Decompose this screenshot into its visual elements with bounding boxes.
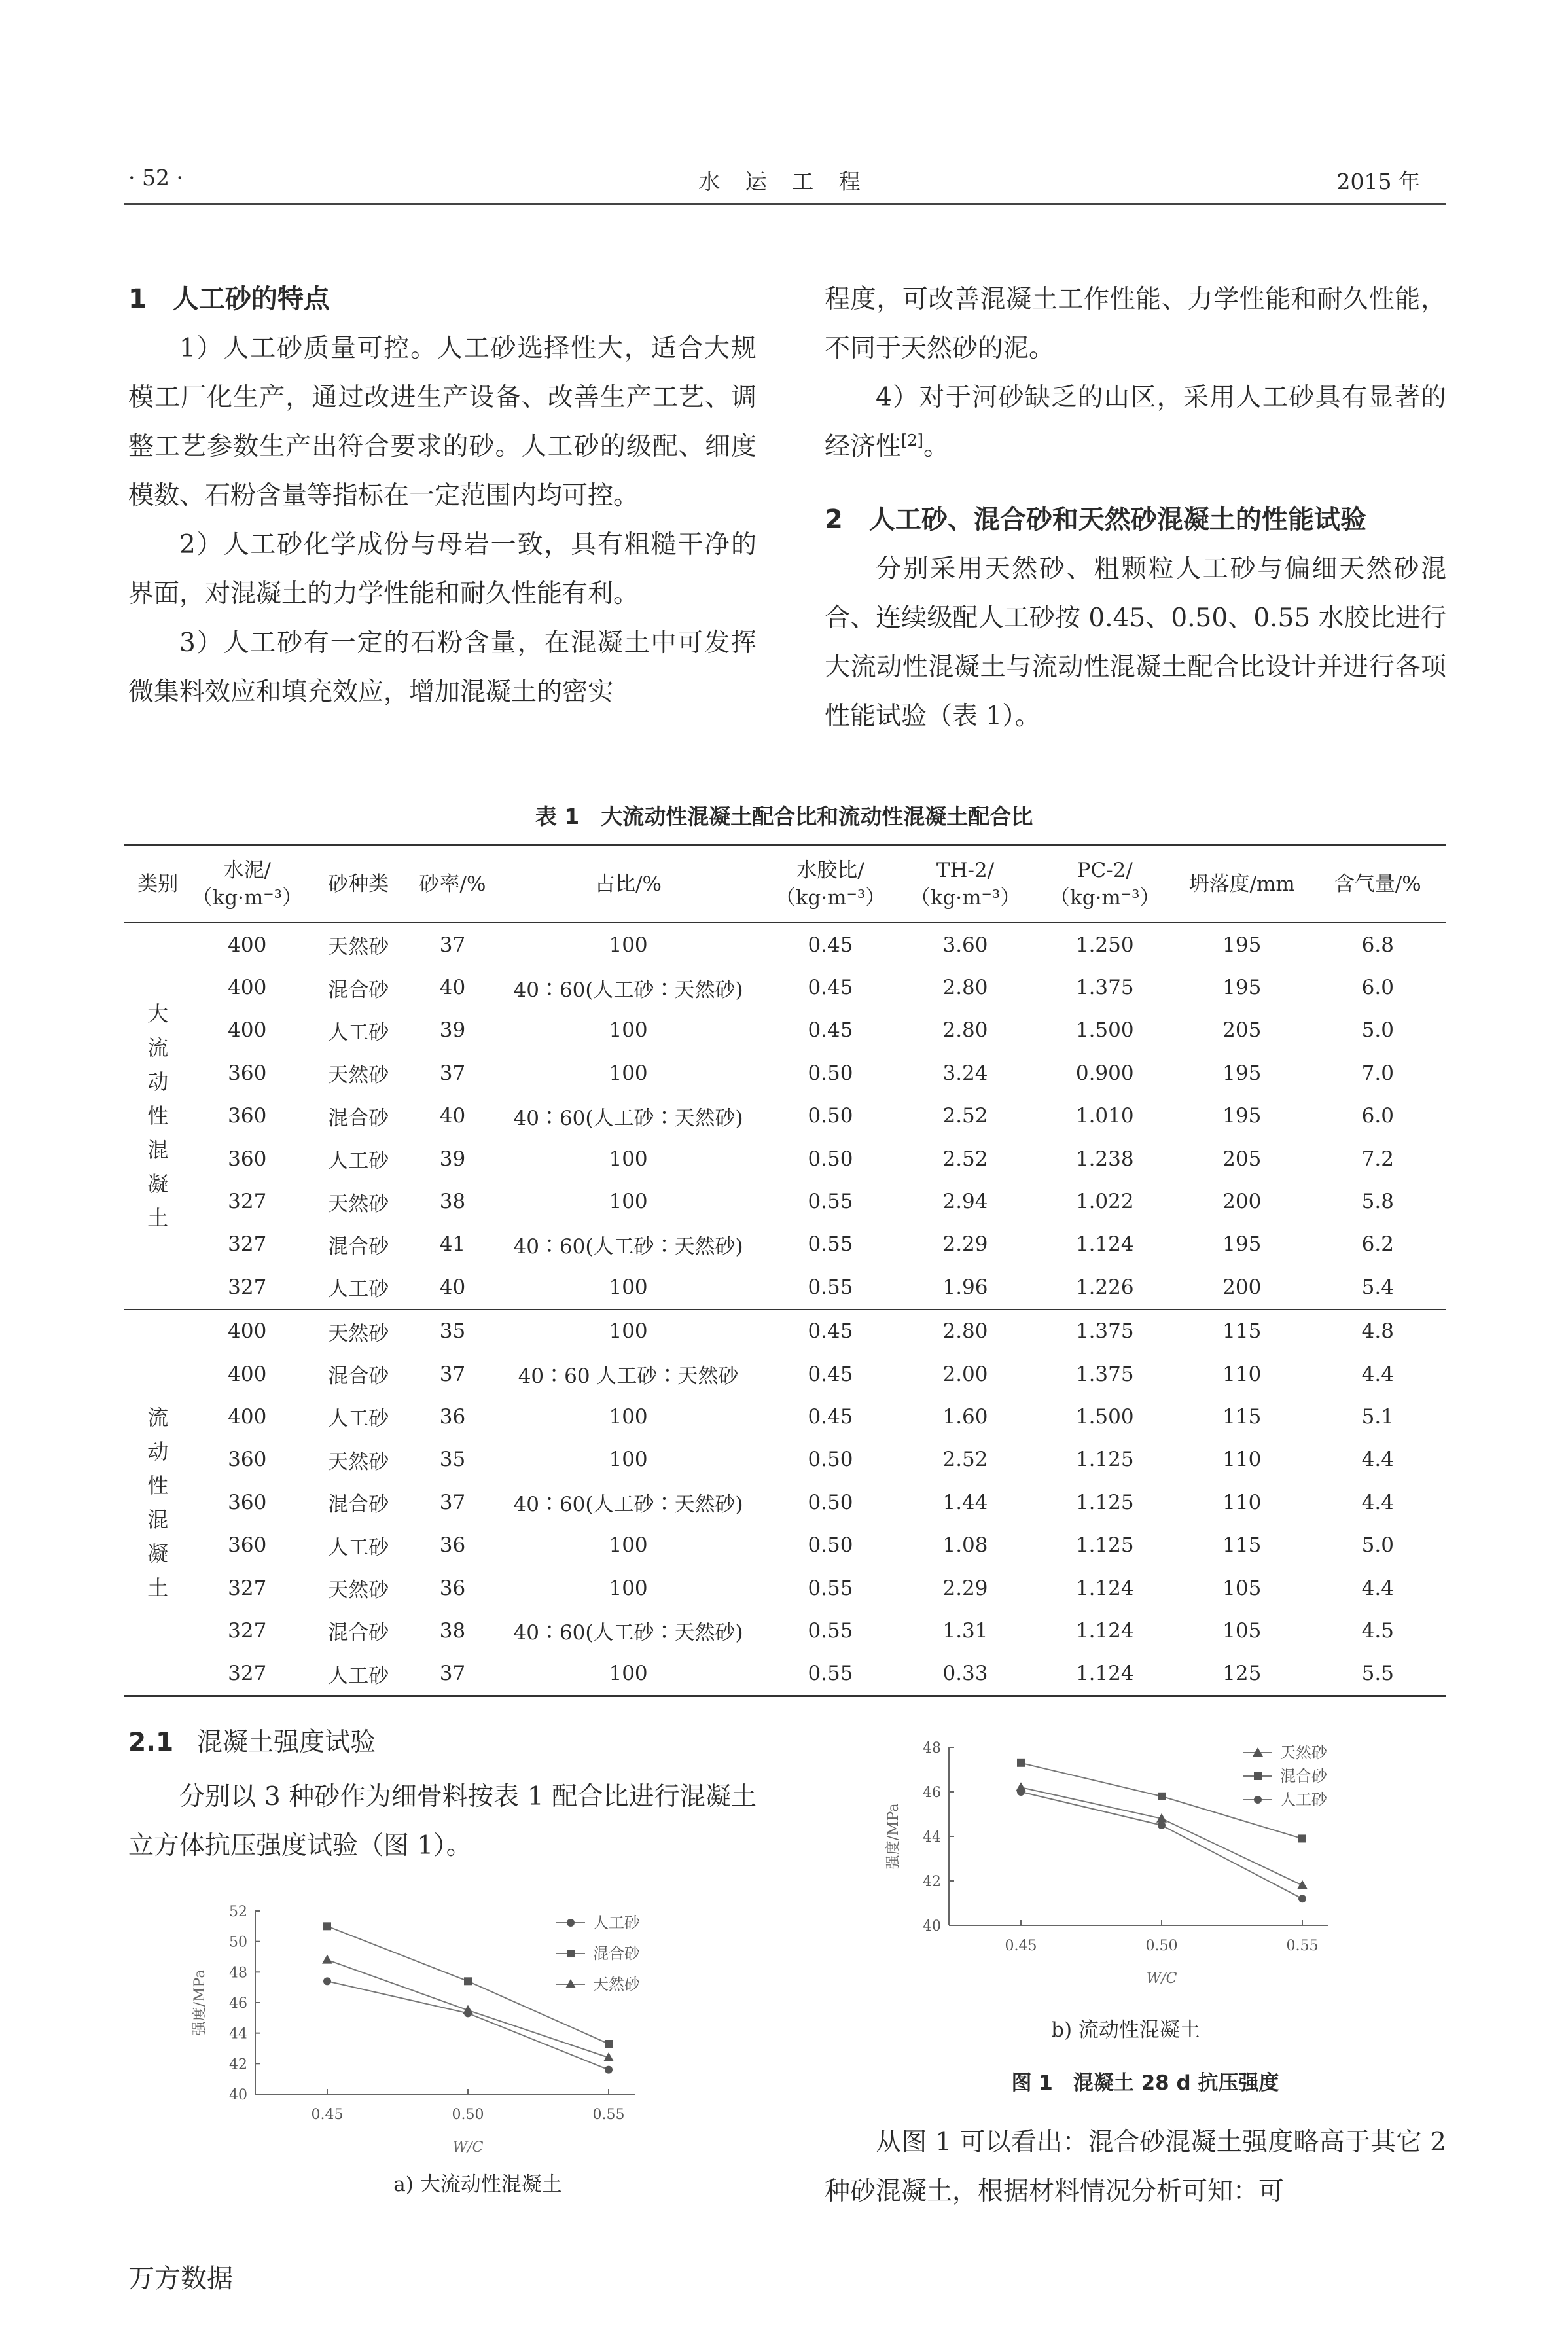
table-cell: 0.55 xyxy=(766,1652,896,1696)
table-cell: 混合砂 xyxy=(328,1106,389,1130)
table-cell: 40∶60(人工砂∶天然砂) xyxy=(513,1106,743,1130)
paragraph: 2）人工砂化学成份与母岩一致，具有粗糙干净的界面，对混凝土的力学性能和耐久性能有利。 xyxy=(128,530,757,609)
legend-marker xyxy=(1254,1796,1262,1804)
table-cell: 360 xyxy=(228,1490,267,1514)
col-header: TH-2/ （kg·m⁻³） xyxy=(895,846,1035,923)
paragraph: 程度，可改善混凝土工作性能、力学性能和耐久性能，不同于天然砂的泥。 xyxy=(825,285,1446,363)
chart-a-caption: a) 大流动性混凝土 xyxy=(393,2173,562,2196)
data-point xyxy=(605,2066,613,2074)
table-cell: 5.5 xyxy=(1310,1652,1446,1696)
x-tick-label: 0.55 xyxy=(1286,1938,1319,1954)
table-cell: 327 xyxy=(191,1652,303,1696)
paragraph: 分别采用天然砂、粗颗粒人工砂与偏细天然砂混合、连续级配人工砂按 0.45、0.50、0.55 水胶比进行大流动性混凝土与流动性混凝土配合比设计并进行各项性能试验（表 1）。 xyxy=(825,554,1446,731)
table-cell: 5.8 xyxy=(1361,1190,1394,1214)
table-cell: 1.125 xyxy=(1075,1490,1134,1514)
table-cell: 327 xyxy=(228,1576,267,1600)
table-cell: 100 xyxy=(609,1147,648,1171)
legend-label: 天然砂 xyxy=(593,1975,640,1993)
table-cell: 天然砂 xyxy=(328,935,389,959)
data-point xyxy=(1298,1895,1306,1902)
table-cell: 7.0 xyxy=(1361,1061,1394,1085)
col-header: 砂种类 xyxy=(303,846,414,923)
y-tick-label: 52 xyxy=(229,1904,247,1920)
right-column-upper xyxy=(825,275,1446,741)
section-2-1-heading: 2.1 混凝土强度试验 xyxy=(128,1728,376,1757)
data-point xyxy=(464,1977,472,1985)
table-cell: 2.80 xyxy=(942,976,988,1000)
x-tick-label: 0.50 xyxy=(452,2107,484,2123)
table-cell: 1.08 xyxy=(942,1533,988,1558)
table-cell: 100 xyxy=(609,1190,648,1214)
table-cell: 2.80 xyxy=(942,1018,988,1043)
table-cell: 125 xyxy=(1175,1652,1310,1696)
table-cell: 天然砂 xyxy=(328,1192,389,1216)
table-cell: 400 xyxy=(228,1018,267,1043)
y-tick-label: 44 xyxy=(229,2025,247,2043)
paragraph: 分别以 3 种砂作为细骨料按表 1 配合比进行混凝土立方体抗压强度试验（图 1）。 xyxy=(128,1782,757,1861)
table-cell: 1.375 xyxy=(1075,1362,1134,1386)
paragraph: 1）人工砂质量可控。人工砂选择性大，适合大规模工厂化生产，通过改进生产设备、改善生产工艺、调整工艺参数生产出符合要求的砂。人工砂的级配、细度模数、石粉含量等指标在一定范围内均可控。 xyxy=(128,334,757,510)
table-cell: 2.52 xyxy=(942,1448,988,1472)
table-cell: 200 xyxy=(1222,1190,1262,1214)
x-tick-label: 0.45 xyxy=(1005,1938,1037,1954)
table-cell: 105 xyxy=(1222,1618,1262,1643)
table-cell: 100 xyxy=(609,1061,648,1085)
data-point xyxy=(323,1922,331,1930)
table-cell: 0.45 xyxy=(808,933,853,957)
right-column-lower xyxy=(825,2118,1446,2216)
table-cell: 100 xyxy=(609,1404,648,1429)
table-cell: 1.124 xyxy=(1075,1232,1134,1257)
table-cell: 360 xyxy=(228,1147,267,1171)
table-row xyxy=(124,1137,1446,1180)
table-cell: 35 xyxy=(439,1448,466,1472)
header-rule xyxy=(124,203,1446,205)
table-cell: 4.5 xyxy=(1361,1618,1394,1643)
table-cell: 40 xyxy=(414,1266,491,1309)
table-row xyxy=(124,1609,1446,1652)
table-cell: 40∶60(人工砂∶天然砂) xyxy=(513,1621,743,1645)
table-cell: 40∶60(人工砂∶天然砂) xyxy=(513,978,743,1002)
col-header: 坍落度/mm xyxy=(1175,846,1310,923)
table-cell: 混合砂 xyxy=(328,1493,389,1517)
table-row xyxy=(124,1095,1446,1137)
legend-marker xyxy=(567,1950,575,1957)
table-cell: 40∶60(人工砂∶天然砂) xyxy=(513,1493,743,1517)
table-cell: 0.50 xyxy=(808,1104,853,1128)
table-caption: 表 1 大流动性混凝土配合比和流动性混凝土配合比 xyxy=(535,804,1033,829)
table-cell: 1.226 xyxy=(1035,1266,1175,1309)
table-cell: 327 xyxy=(191,1266,303,1309)
table-cell: 5.4 xyxy=(1310,1266,1446,1309)
table-cell: 0.45 xyxy=(808,1319,853,1344)
table-cell: 0.50 xyxy=(808,1533,853,1558)
table-cell: 100 xyxy=(491,1266,766,1309)
x-tick-label: 0.50 xyxy=(1145,1938,1178,1954)
col-header: 水泥/ （kg·m⁻³） xyxy=(191,846,303,923)
table-cell: 0.55 xyxy=(808,1618,853,1643)
table-cell: 40 xyxy=(439,976,466,1000)
table-cell: 100 xyxy=(609,1576,648,1600)
chart-b xyxy=(877,1734,1400,1996)
table-cell: 1.125 xyxy=(1075,1533,1134,1558)
legend-marker xyxy=(1254,1772,1262,1780)
table-cell: 2.52 xyxy=(942,1147,988,1171)
table-cell: 195 xyxy=(1222,1061,1262,1085)
table-cell: 1.238 xyxy=(1075,1147,1134,1171)
table-cell: 327 xyxy=(228,1618,267,1643)
table-cell: 115 xyxy=(1222,1319,1262,1344)
table-cell: 混合砂 xyxy=(328,1234,389,1258)
page-number: · 52 · xyxy=(128,165,183,190)
data-point xyxy=(1017,1788,1025,1796)
table-cell: 1.375 xyxy=(1075,976,1134,1000)
table-row xyxy=(124,1266,1446,1309)
paragraph: 从图 1 可以看出：混合砂混凝土强度略高于其它 2 种砂混凝土，根据材料情况分析可知：可 xyxy=(825,2128,1446,2206)
data-point xyxy=(1297,1880,1308,1889)
x-axis-label: W/C xyxy=(1146,1971,1177,1987)
table-cell: 人工砂 xyxy=(328,1149,389,1173)
table-cell: 0.55 xyxy=(808,1190,853,1214)
table-cell: 2.52 xyxy=(942,1104,988,1128)
table-cell: 36 xyxy=(439,1576,466,1600)
table-cell: 37 xyxy=(439,1490,466,1514)
table-cell: 1.96 xyxy=(895,1266,1035,1309)
table-cell: 100 xyxy=(609,1319,648,1344)
table-cell: 5.1 xyxy=(1361,1404,1394,1429)
table-cell: 200 xyxy=(1175,1266,1310,1309)
table-row xyxy=(124,1310,1446,1353)
table-cell: 6.0 xyxy=(1361,1104,1394,1128)
legend-marker xyxy=(567,1919,575,1927)
y-tick-label: 44 xyxy=(923,1829,941,1846)
paragraph-text: 4）对于河砂缺乏的山区，采用人工砂具有显著的经济性 xyxy=(825,383,1446,461)
table-cell: 0.33 xyxy=(895,1652,1035,1696)
table-cell: 36 xyxy=(439,1404,466,1429)
legend-label: 混合砂 xyxy=(593,1944,640,1963)
table-cell: 37 xyxy=(439,933,466,957)
x-tick-label: 0.55 xyxy=(592,2107,625,2123)
col-header: PC-2/ （kg·m⁻³） xyxy=(1035,846,1175,923)
y-tick-label: 50 xyxy=(229,1934,247,1951)
table-cell: 1.500 xyxy=(1075,1404,1134,1429)
table-cell: 6.2 xyxy=(1361,1232,1394,1257)
table-cell: 400 xyxy=(228,1404,267,1429)
table-cell: 0.50 xyxy=(808,1147,853,1171)
table-cell: 混合砂 xyxy=(328,1365,389,1389)
table-header-row xyxy=(124,846,1446,923)
table-cell: 0.50 xyxy=(808,1448,853,1472)
table-cell: 天然砂 xyxy=(328,1063,389,1088)
table-cell: 4.4 xyxy=(1361,1490,1394,1514)
table-cell: 1.010 xyxy=(1075,1104,1134,1128)
table-cell: 39 xyxy=(439,1018,466,1043)
legend-label: 人工砂 xyxy=(593,1914,640,1932)
table-row xyxy=(124,1524,1446,1566)
table-row xyxy=(124,1223,1446,1266)
table-cell: 0.50 xyxy=(808,1061,853,1085)
y-axis-label: 强度/MPa xyxy=(192,1969,208,2036)
table-cell: 100 xyxy=(609,1448,648,1472)
table-cell: 0.55 xyxy=(808,1232,853,1257)
table-cell: 人工砂 xyxy=(303,1652,414,1696)
table-cell: 1.500 xyxy=(1075,1018,1134,1043)
journal-year: 2015 年 xyxy=(1336,169,1420,194)
data-point xyxy=(605,2040,613,2048)
y-tick-label: 40 xyxy=(923,1918,941,1935)
paragraph: 3）人工砂有一定的石粉含量，在混凝土中可发挥微集料效应和填充效应，增加混凝土的密实 xyxy=(128,628,757,707)
y-tick-label: 42 xyxy=(923,1874,941,1890)
table-cell: 400 xyxy=(228,933,267,957)
table-cell: 115 xyxy=(1222,1533,1262,1558)
table-cell: 1.124 xyxy=(1075,1618,1134,1643)
table-row xyxy=(124,1438,1446,1481)
table-row xyxy=(124,1567,1446,1609)
table-cell: 6.0 xyxy=(1361,976,1394,1000)
table-cell: 110 xyxy=(1222,1448,1262,1472)
table-cell: 4.4 xyxy=(1361,1362,1394,1386)
table-row xyxy=(124,1395,1446,1438)
table-cell: 1.44 xyxy=(942,1490,988,1514)
table-cell: 天然砂 xyxy=(328,1579,389,1603)
y-tick-label: 48 xyxy=(229,1965,247,1982)
data-point xyxy=(1017,1759,1025,1767)
table-cell: 400 xyxy=(228,1362,267,1386)
table-cell: 0.45 xyxy=(808,1362,853,1386)
table-row xyxy=(124,1353,1446,1395)
table-cell: 1.124 xyxy=(1035,1652,1175,1696)
table-cell: 195 xyxy=(1222,933,1262,957)
table-cell: 195 xyxy=(1222,976,1262,1000)
table-cell: 40 xyxy=(439,1104,466,1128)
y-tick-label: 40 xyxy=(229,2087,247,2103)
table-cell: 105 xyxy=(1222,1576,1262,1600)
category-cell-flow: 流 动 性 混 凝 土 xyxy=(124,1310,191,1696)
table-cell: 1.60 xyxy=(942,1404,988,1429)
table-cell: 360 xyxy=(228,1104,267,1128)
watermark: 万方数据 xyxy=(128,2264,233,2294)
table-cell: 0.50 xyxy=(808,1490,853,1514)
y-tick-label: 46 xyxy=(229,1995,247,2012)
table-cell: 37 xyxy=(414,1652,491,1696)
data-point xyxy=(1298,1834,1306,1842)
table-cell: 41 xyxy=(439,1232,466,1257)
legend-label: 天然砂 xyxy=(1280,1743,1327,1762)
table-row xyxy=(124,1009,1446,1052)
table-row xyxy=(124,1180,1446,1222)
table-cell: 6.8 xyxy=(1361,933,1394,957)
section-2-heading: 2 人工砂、混合砂和天然砂混凝土的性能试验 xyxy=(825,505,1366,535)
y-tick-label: 48 xyxy=(923,1740,941,1757)
table-cell: 2.80 xyxy=(942,1319,988,1344)
table-cell: 0.900 xyxy=(1075,1061,1134,1085)
table-cell: 38 xyxy=(439,1618,466,1643)
table-row xyxy=(124,1052,1446,1094)
category-cell-high-flow: 大 流 动 性 混 凝 土 xyxy=(124,923,191,1310)
table-cell: 人工砂 xyxy=(303,1266,414,1309)
table-cell: 混合砂 xyxy=(328,978,389,1002)
section-1-heading: 1 人工砂的特点 xyxy=(128,284,330,314)
table-cell: 37 xyxy=(439,1362,466,1386)
series-line-circle xyxy=(1021,1792,1302,1899)
left-column-upper xyxy=(128,275,757,717)
table-cell: 36 xyxy=(439,1533,466,1558)
table-cell: 0.55 xyxy=(766,1266,896,1309)
data-point xyxy=(1158,1793,1166,1800)
y-tick-label: 42 xyxy=(229,2056,247,2073)
table-cell: 400 xyxy=(228,1319,267,1344)
table-cell: 混合砂 xyxy=(328,1621,389,1645)
figure-caption: 图 1 混凝土 28 d 抗压强度 xyxy=(1011,2071,1279,2095)
table-cell: 4.4 xyxy=(1361,1448,1394,1472)
table-cell: 38 xyxy=(439,1190,466,1214)
table-row xyxy=(124,1652,1446,1696)
paragraph-text: 。 xyxy=(923,432,950,461)
table-cell: 0.55 xyxy=(808,1576,853,1600)
table-cell: 195 xyxy=(1222,1232,1262,1257)
data-point xyxy=(323,1977,331,1985)
table-cell: 1.375 xyxy=(1075,1319,1134,1344)
table-cell: 2.29 xyxy=(942,1232,988,1257)
table-cell: 327 xyxy=(228,1190,267,1214)
table-cell: 人工砂 xyxy=(328,1407,389,1431)
table-cell: 1.31 xyxy=(942,1618,988,1643)
table-cell: 205 xyxy=(1222,1018,1262,1043)
table-cell: 110 xyxy=(1222,1362,1262,1386)
table-cell: 天然砂 xyxy=(328,1450,389,1474)
table-cell: 1.022 xyxy=(1075,1190,1134,1214)
left-column-lower xyxy=(128,1718,757,1870)
table-cell: 100 xyxy=(609,933,648,957)
table-cell: 195 xyxy=(1222,1104,1262,1128)
table-cell: 0.45 xyxy=(808,1404,853,1429)
table-cell: 39 xyxy=(439,1147,466,1171)
table-cell: 2.00 xyxy=(942,1362,988,1386)
table-cell: 205 xyxy=(1222,1147,1262,1171)
table-cell: 360 xyxy=(228,1061,267,1085)
table-cell: 400 xyxy=(228,976,267,1000)
table-cell: 100 xyxy=(609,1018,648,1043)
x-axis-label: W/C xyxy=(452,2139,484,2156)
table-cell: 100 xyxy=(609,1533,648,1558)
data-point xyxy=(322,1955,332,1964)
table-row xyxy=(124,1481,1446,1524)
col-header: 类别 xyxy=(124,846,191,923)
table-cell: 4.8 xyxy=(1361,1319,1394,1344)
table-cell: 7.2 xyxy=(1361,1147,1394,1171)
table-cell: 100 xyxy=(491,1652,766,1696)
table-row xyxy=(124,923,1446,966)
col-header: 含气量/% xyxy=(1310,846,1446,923)
table-cell: 5.0 xyxy=(1361,1018,1394,1043)
table-row xyxy=(124,966,1446,1008)
table-cell: 天然砂 xyxy=(328,1321,389,1346)
table-cell: 360 xyxy=(228,1533,267,1558)
table-cell: 35 xyxy=(439,1319,466,1344)
legend-label: 混合砂 xyxy=(1280,1767,1327,1785)
mix-proportion-table xyxy=(124,844,1446,1697)
table-cell: 327 xyxy=(228,1232,267,1257)
table-cell: 4.4 xyxy=(1361,1576,1394,1600)
y-axis-label: 强度/MPa xyxy=(885,1803,902,1870)
chart-b-caption: b) 流动性混凝土 xyxy=(1051,2018,1200,2042)
table-cell: 115 xyxy=(1222,1404,1262,1429)
table-cell: 110 xyxy=(1222,1490,1262,1514)
x-tick-label: 0.45 xyxy=(311,2107,344,2123)
table-cell: 1.250 xyxy=(1075,933,1134,957)
reference-mark[interactable]: [2] xyxy=(901,431,924,450)
table-cell: 0.45 xyxy=(808,976,853,1000)
table-cell: 2.29 xyxy=(942,1576,988,1600)
table-cell: 40∶60(人工砂∶天然砂) xyxy=(513,1234,743,1258)
col-header: 砂率/% xyxy=(414,846,491,923)
table-cell: 3.60 xyxy=(942,933,988,957)
y-tick-label: 46 xyxy=(923,1785,941,1801)
legend-label: 人工砂 xyxy=(1280,1791,1327,1809)
chart-a xyxy=(192,1898,726,2160)
col-header: 水胶比/ （kg·m⁻³） xyxy=(766,846,896,923)
table-cell: 3.24 xyxy=(942,1061,988,1085)
table-cell: 人工砂 xyxy=(328,1020,389,1044)
table-cell: 360 xyxy=(228,1448,267,1472)
table-cell: 2.94 xyxy=(942,1190,988,1214)
data-point xyxy=(1158,1821,1166,1829)
col-header: 占比/% xyxy=(491,846,766,923)
table-cell: 人工砂 xyxy=(328,1535,389,1560)
paragraph xyxy=(825,373,1446,471)
table-cell: 0.45 xyxy=(808,1018,853,1043)
table-cell: 1.125 xyxy=(1075,1448,1134,1472)
table-cell: 37 xyxy=(439,1061,466,1085)
table-cell: 5.0 xyxy=(1361,1533,1394,1558)
journal-title: 水 运 工 程 xyxy=(698,169,870,194)
table-cell: 1.124 xyxy=(1075,1576,1134,1600)
table-cell: 40∶60 人工砂∶天然砂 xyxy=(518,1365,739,1389)
